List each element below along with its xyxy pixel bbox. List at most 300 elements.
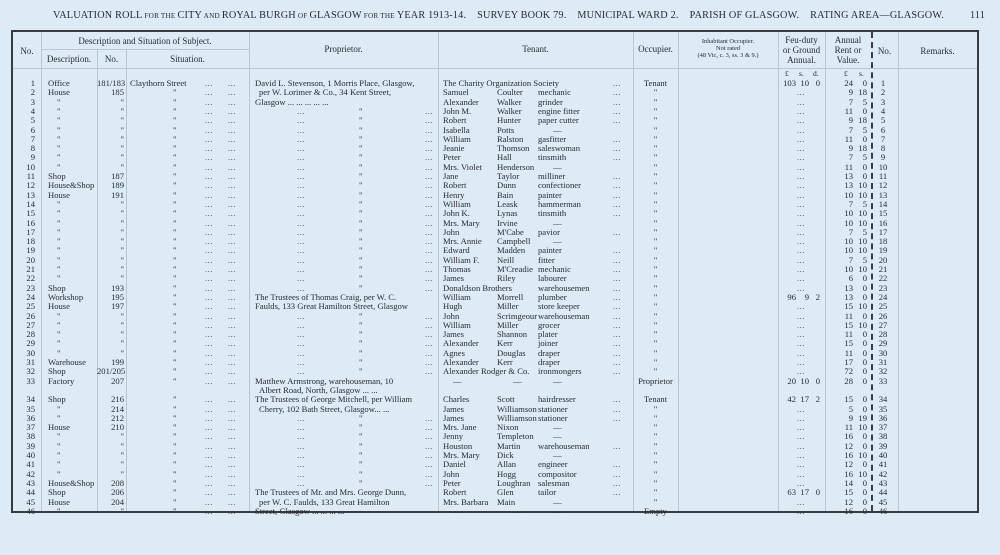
street-number: 197 [111, 301, 124, 312]
tenant-first-name: James [443, 273, 465, 284]
proprietor-dots: ... [425, 468, 433, 479]
feu-shillings: 9 [804, 291, 809, 302]
row-number: 38 [26, 431, 35, 442]
tenant-occupation: — [553, 496, 562, 507]
tenant-surname: Neill [497, 254, 515, 265]
tenant-occupation: labourer [538, 273, 567, 284]
row-number: 1 [30, 78, 35, 88]
situation: " [173, 245, 177, 256]
proprietor-ditto: " [359, 171, 363, 181]
proprietor-dots: ... [425, 319, 433, 330]
table-row [13, 88, 977, 97]
proprietor-ditto: " [359, 468, 363, 479]
tenant-first-name: Jeanie [443, 143, 465, 154]
tenant-surname: Hunter [497, 115, 521, 126]
situation-dots: ... [205, 403, 213, 414]
proprietor-dots: ... [297, 366, 305, 377]
table-row [13, 451, 977, 460]
situation: " [173, 133, 177, 144]
rent-shillings: 5 [862, 152, 867, 163]
situation-dots: ... [205, 152, 213, 163]
situation-dots: ... [228, 87, 236, 98]
proprietor-dots: ... [297, 143, 305, 154]
table-row [13, 79, 977, 88]
tenant-dots: ... [613, 208, 621, 219]
proprietor-line: Street, Glasgow ... ... ... ... [255, 505, 345, 516]
tenant-surname: Allan [497, 459, 517, 470]
proprietor-ditto: " [359, 124, 363, 135]
tenant-first-name: Henry [443, 189, 465, 200]
tenant-dots: ... [613, 412, 621, 423]
header-line: Annual [834, 35, 862, 45]
street-number: 185 [111, 87, 124, 98]
rent-pounds: 15 [844, 319, 853, 330]
proprietor-dots: ... [425, 133, 433, 144]
tenant-dots: ... [613, 291, 621, 302]
situation: " [173, 105, 177, 116]
situation-dots: ... [205, 450, 213, 460]
row-number: 44 [26, 487, 35, 498]
street-number: " [120, 338, 124, 349]
proprietor-ditto: " [359, 412, 363, 423]
table-row [13, 107, 977, 116]
street-number: 191 [111, 189, 124, 200]
rent-shillings: 0 [862, 431, 867, 442]
row-number-right: 10 [878, 161, 888, 172]
title-part: VALUATION ROLL [53, 10, 143, 21]
occupier: " [653, 468, 658, 479]
proprietor-ditto: " [359, 440, 363, 451]
tenant-occupation: joiner [538, 338, 559, 349]
tenant-occupation: saleswoman [538, 143, 581, 154]
feu-dots: ... [797, 329, 805, 340]
tenant-occupation: warehousemen [538, 282, 590, 293]
situation: " [173, 496, 177, 507]
rent-pounds: 14 [844, 477, 853, 488]
feu-dots: ... [797, 357, 805, 367]
tenant-dots: ... [613, 357, 621, 367]
street-number: " [120, 505, 124, 516]
proprietor-dots: ... [297, 208, 305, 219]
feu-pence: 0 [815, 78, 820, 88]
situation: " [173, 310, 177, 321]
row-number-right: 4 [880, 105, 886, 116]
tenant-dots: ... [613, 264, 621, 274]
tenant-first-name: Peter [443, 152, 461, 163]
tenant-surname: Scott [497, 394, 515, 405]
feu-dots: ... [797, 105, 805, 116]
rent-shillings: 0 [862, 347, 867, 358]
proprietor-ditto: " [359, 105, 363, 116]
tenant-first-name: Hugh [443, 301, 463, 312]
situation: " [173, 440, 177, 451]
proprietor-line: Cherry, 102 Bath Street, Glasgow... ... [259, 403, 390, 414]
tenant-surname: M'Creadie [497, 264, 533, 274]
occupier: " [653, 189, 658, 200]
tenant-dots: ... [613, 440, 621, 451]
description: " [57, 217, 61, 228]
tenant-surname: Walker [497, 105, 522, 116]
tenant-first-name: Mrs. Annie [443, 236, 482, 247]
description: Shop [48, 171, 66, 181]
situation: " [173, 217, 177, 228]
proprietor-ditto: " [359, 459, 363, 470]
tenant-name: The Charity Organization Society [443, 78, 560, 88]
table-row [13, 172, 977, 181]
situation-dots: ... [205, 459, 213, 470]
tenant-first-name: Robert [443, 115, 467, 126]
rent-shillings: 0 [862, 375, 867, 386]
proprietor-dots: ... [425, 198, 433, 209]
occupier: " [653, 477, 658, 488]
description: " [57, 450, 61, 460]
feu-dots: ... [797, 310, 805, 321]
tenant-occupation: warehouseman [538, 310, 590, 321]
rent-shillings: 10 [858, 264, 867, 274]
street-number: " [120, 254, 124, 265]
proprietor-ditto: " [359, 477, 363, 488]
table-row [13, 498, 977, 507]
tenant-occupation: store keeper [538, 301, 580, 312]
proprietor-dots: ... [297, 357, 305, 367]
street-number: " [120, 124, 124, 135]
tenant-dots: ... [613, 87, 621, 98]
situation: " [173, 375, 177, 386]
feu-dots: ... [797, 403, 805, 414]
proprietor-ditto: " [359, 180, 363, 191]
tenant-dots: ... [613, 180, 621, 191]
occupier: " [653, 152, 658, 163]
occupier: " [653, 198, 658, 209]
situation: " [173, 347, 177, 358]
proprietor-dots: ... [425, 161, 433, 172]
situation: Claythorn Street [130, 78, 187, 88]
proprietor-dots: ... [425, 310, 433, 321]
rent-pounds: 5 [848, 403, 853, 414]
tenant-surname: Glen [497, 487, 514, 498]
tenant-first-name: Edward [443, 245, 470, 256]
tenant-dots: ... [613, 105, 621, 116]
tenant-dots: ... [613, 133, 621, 144]
rent-pounds: 10 [844, 217, 853, 228]
situation-dots: ... [205, 87, 213, 98]
tenant-dots: ... [613, 152, 621, 163]
situation-dots: ... [228, 412, 236, 423]
rent-pounds: 9 [848, 412, 853, 423]
row-number: 42 [26, 468, 35, 479]
situation-dots: ... [228, 96, 236, 107]
row-number-right: 18 [878, 236, 888, 247]
tenant-occupation: draper [538, 357, 560, 367]
row-number: 41 [26, 459, 35, 470]
row-number: 19 [26, 245, 35, 256]
feu-pence: 2 [815, 394, 820, 405]
tenant-occupation: hammerman [538, 198, 581, 209]
tenant-surname: Williamson [497, 412, 537, 423]
situation-dots: ... [228, 403, 236, 414]
proprietor-line: The Trustees of George Mitchell, per William [255, 394, 413, 405]
table-row [13, 488, 977, 497]
tenant-surname: Dick [497, 450, 514, 460]
situation-dots: ... [228, 468, 236, 479]
row-number-right: 6 [880, 124, 886, 135]
rent-pounds: 10 [844, 245, 853, 256]
feu-dots: ... [797, 468, 805, 479]
header-line: Not rated [716, 45, 740, 52]
feu-dots: ... [797, 505, 805, 516]
feu-dots: ... [797, 301, 805, 312]
situation-dots: ... [228, 282, 236, 293]
situation: " [173, 319, 177, 330]
description: " [57, 208, 61, 219]
proprietor-ditto: " [359, 198, 363, 209]
rent-pounds: 9 [848, 87, 853, 98]
tenant-surname: Main [497, 496, 516, 507]
feu-dots: ... [797, 198, 805, 209]
proprietor-ditto: " [359, 273, 363, 284]
occupier: " [653, 329, 658, 340]
tenant-surname: Madden [497, 245, 526, 256]
occupier: " [653, 96, 658, 107]
row-number: 2 [30, 87, 35, 98]
row-number: 15 [26, 208, 35, 219]
situation-dots: ... [228, 236, 236, 247]
situation-dots: ... [228, 505, 236, 516]
tenant-occupation: — [553, 236, 562, 247]
row-number: 36 [26, 412, 35, 423]
rent-shillings: 18 [858, 143, 867, 154]
rent-shillings: 18 [858, 87, 867, 98]
header-rule [41, 49, 249, 50]
title-part: YEAR 1913-14. SURVEY BOOK 79. MUNICIPAL WARD 2. PARISH OF GLASGOW. RATING AREA—GLASGOW. [396, 10, 944, 21]
tenant-first-name: William [443, 198, 471, 209]
tenant-surname: Irvine [497, 217, 518, 228]
row-number-right: 44 [878, 487, 888, 498]
tenant-dots: ... [613, 254, 621, 265]
street-number: " [120, 310, 124, 321]
tenant-dots: ... [613, 189, 621, 200]
rent-shillings: 0 [862, 459, 867, 470]
tenant-occupation: — [553, 431, 562, 442]
occupier: " [653, 338, 658, 349]
roll-title [53, 10, 944, 21]
tenant-surname: Nixon [497, 422, 519, 433]
table-row [13, 405, 977, 414]
description: " [57, 152, 61, 163]
description: " [57, 310, 61, 321]
situation-dots: ... [228, 338, 236, 349]
feu-shillings: 17 [800, 394, 809, 405]
situation-dots: ... [205, 124, 213, 135]
occupier: " [653, 310, 658, 321]
proprietor-dots: ... [297, 217, 305, 228]
tenant-first-name: James [443, 412, 465, 423]
rent-pounds: 13 [844, 171, 853, 181]
proprietor-dots: ... [297, 189, 305, 200]
row-number: 45 [26, 496, 35, 507]
proprietor-ditto: " [359, 208, 363, 219]
tenant-occupation: compositor [538, 468, 577, 479]
title-part: CITY [177, 10, 203, 21]
rent-pounds: 11 [844, 310, 853, 321]
occupier: " [653, 180, 658, 191]
situation: " [173, 450, 177, 460]
proprietor-dots: ... [425, 217, 433, 228]
situation-dots: ... [205, 468, 213, 479]
row-number-right: 33 [878, 375, 888, 386]
situation-dots: ... [205, 338, 213, 349]
feu-dots: ... [797, 338, 805, 349]
proprietor-dots: ... [425, 477, 433, 488]
feu-pounds: 63 [787, 487, 796, 498]
row-number-right: 23 [878, 282, 888, 293]
situation-dots: ... [205, 431, 213, 442]
description: House [48, 301, 70, 312]
situation: " [173, 189, 177, 200]
occupier: " [653, 264, 658, 274]
rent-pounds: 15 [844, 487, 853, 498]
situation-dots: ... [205, 291, 213, 302]
row-number: 20 [26, 254, 35, 265]
situation-dots: ... [228, 477, 236, 488]
rent-shillings: 0 [862, 366, 867, 377]
rent-shillings: 5 [862, 226, 867, 237]
header-line: (48 Vic, c. 3, ss. 3 & 9.) [697, 52, 759, 59]
proprietor-dots: ... [425, 282, 433, 293]
proprietor-ditto: " [359, 366, 363, 377]
street-number: 193 [111, 282, 124, 293]
tenant-first-name: John [443, 226, 460, 237]
rent-pounds: 13 [844, 282, 853, 293]
situation-dots: ... [228, 226, 236, 237]
description: " [57, 226, 61, 237]
street-number: " [120, 273, 124, 284]
proprietor-ditto: " [359, 236, 363, 247]
tenant-dots: ... [613, 347, 621, 358]
occupier: " [653, 422, 658, 433]
proprietor-line: The Trustees of Thomas Craig, per W. C. [255, 291, 397, 302]
situation-dots: ... [228, 217, 236, 228]
feu-dots: ... [797, 96, 805, 107]
proprietor-dots: ... [297, 198, 305, 209]
row-number: 18 [26, 236, 35, 247]
proprietor-line: Glasgow ... ... ... ... ... [255, 96, 329, 107]
tenant-occupation: — [553, 422, 562, 433]
description: " [57, 264, 61, 274]
proprietor-dots: ... [425, 180, 433, 191]
description: " [57, 505, 61, 516]
situation-dots: ... [205, 180, 213, 191]
row-number: 6 [30, 124, 35, 135]
rent-shillings: 5 [862, 124, 867, 135]
row-number-right: 35 [878, 403, 888, 414]
description: " [57, 236, 61, 247]
situation-dots: ... [228, 310, 236, 321]
row-number-right: 3 [880, 96, 886, 107]
tenant-surname: M'Cabe [497, 226, 524, 237]
situation-dots: ... [205, 310, 213, 321]
situation: " [173, 198, 177, 209]
rent-pounds: 7 [848, 124, 853, 135]
tenant-surname: — [513, 375, 522, 386]
tenant-occupation: mechanic [538, 264, 571, 274]
row-number: 25 [26, 301, 35, 312]
description: " [57, 468, 61, 479]
rent-shillings: 0 [862, 496, 867, 507]
situation-dots: ... [205, 301, 213, 312]
title-part: AND [202, 12, 222, 20]
table-row [13, 339, 977, 348]
row-number: 8 [30, 143, 35, 154]
feu-dots: ... [797, 87, 805, 98]
situation-dots: ... [228, 105, 236, 116]
row-number-right: 17 [878, 226, 888, 237]
rent-shillings: 5 [862, 198, 867, 209]
rent-pounds: 12 [844, 440, 853, 451]
table-row [13, 293, 977, 302]
tenant-dots: ... [613, 310, 621, 321]
tenant-occupation: painter [538, 245, 562, 256]
tenant-first-name: William [443, 319, 471, 330]
description: Office [48, 78, 70, 88]
row-number-right: 45 [878, 496, 888, 507]
situation-dots: ... [228, 440, 236, 451]
feu-shillings: 17 [800, 487, 809, 498]
table-row [13, 228, 977, 237]
row-number-right: 29 [878, 338, 888, 349]
proprietor-dots: ... [425, 440, 433, 451]
tenant-surname: Potts [497, 124, 515, 135]
rent-pounds: 13 [844, 291, 853, 302]
tenant-surname: Loughran [497, 477, 531, 488]
proprietor-ditto: " [359, 431, 363, 442]
header-no-right: No. [877, 46, 892, 56]
page-number: 111 [970, 10, 986, 21]
tenant-first-name: Jenny [443, 431, 464, 442]
proprietor-dots: ... [297, 236, 305, 247]
proprietor-dots: ... [425, 245, 433, 256]
situation-dots: ... [228, 264, 236, 274]
table-row [13, 302, 977, 311]
situation-dots: ... [228, 254, 236, 265]
situation-dots: ... [205, 198, 213, 209]
situation: " [173, 96, 177, 107]
street-number: " [120, 459, 124, 470]
situation-dots: ... [205, 78, 213, 88]
situation: " [173, 431, 177, 442]
occupier: " [653, 357, 658, 367]
rent-pounds: 16 [844, 431, 853, 442]
street-number: 216 [111, 394, 124, 405]
rent-shillings: 0 [862, 338, 867, 349]
situation: " [173, 87, 177, 98]
tenant-first-name: Isabella [443, 124, 470, 135]
row-number-right: 27 [878, 319, 888, 330]
situation-dots: ... [205, 505, 213, 516]
occupier: " [653, 226, 658, 237]
situation: " [173, 412, 177, 423]
proprietor-dots: ... [297, 282, 305, 293]
street-number: 214 [111, 403, 124, 414]
proprietor-ditto: " [359, 245, 363, 256]
table-row [13, 191, 977, 200]
rent-shillings: 10 [858, 450, 867, 460]
occupier: " [653, 440, 658, 451]
rent-shillings: 0 [862, 282, 867, 293]
header-line: Annual. [787, 55, 816, 65]
proprietor-ditto: " [359, 143, 363, 154]
table-row [13, 414, 977, 423]
